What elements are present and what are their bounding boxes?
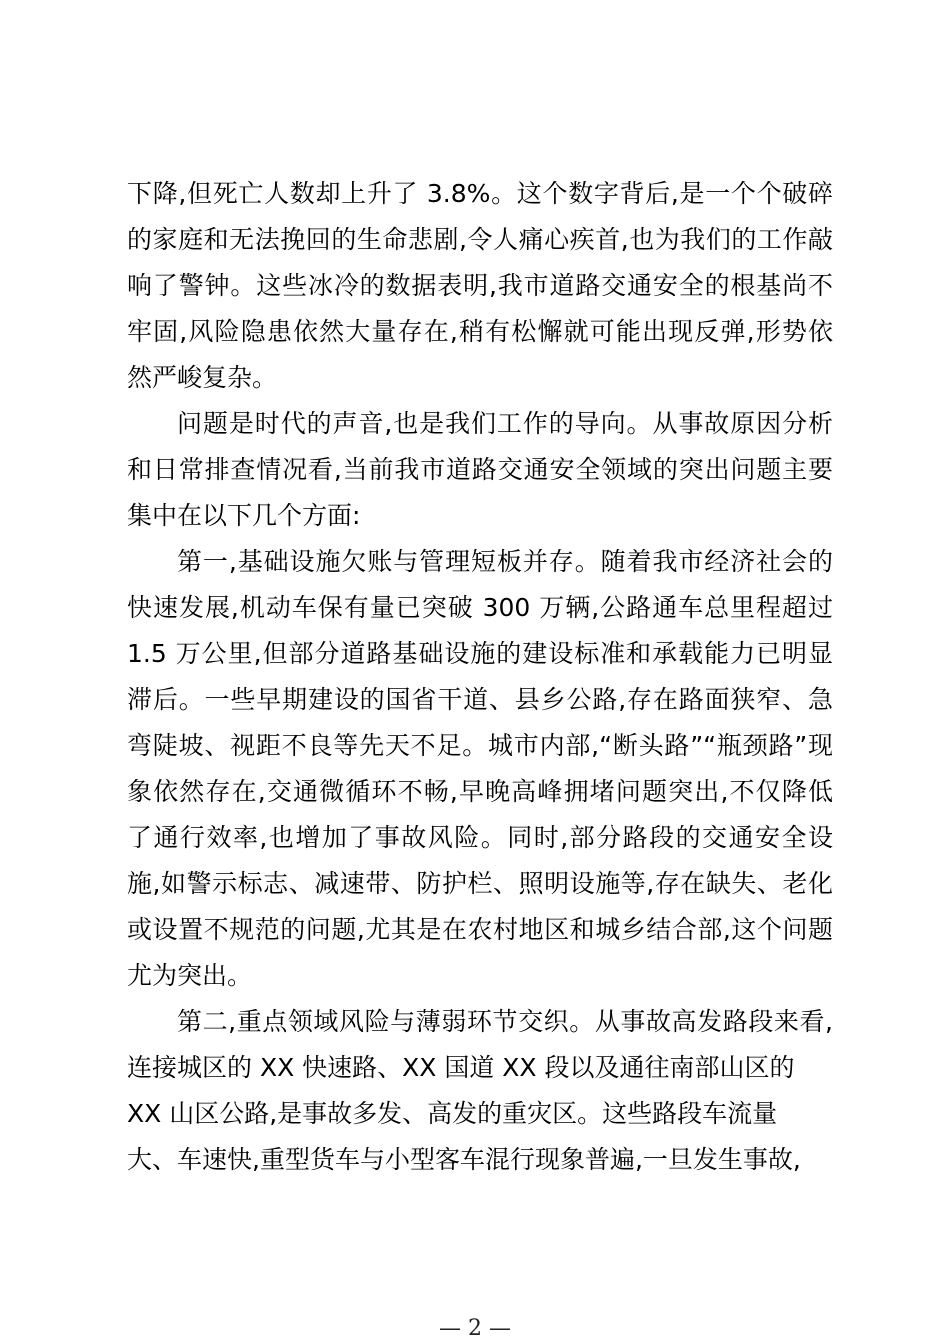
text-line: 快速发展,机动车保有量已突破 300 万辆,公路通车总里程超过 [127, 593, 833, 622]
text-line: XX 山区公路,是事故多发、高发的重灾区。这些路段车流量 [127, 1099, 778, 1128]
text-line: 的家庭和无法挽回的生命悲剧,令人痛心疾首,也为我们的工作敲 [127, 225, 833, 254]
paragraph-first-line: 第二,重点领域风险与薄弱环节交织。从事故高发路段来看, [177, 1007, 833, 1036]
text-line: 然严峻复杂。 [127, 363, 278, 392]
document-body [127, 171, 833, 1183]
text-line: 1.5 万公里,但部分道路基础设施的建设标准和承载能力已明显 [127, 639, 833, 668]
page-number: — 2 — [439, 1316, 511, 1341]
text-line: 大、车速快,重型货车与小型客车混行现象普遍,一旦发生事故, [127, 1145, 801, 1174]
text-line: 了通行效率,也增加了事故风险。同时,部分路段的交通安全设 [127, 823, 833, 852]
text-line: 和日常排查情况看,当前我市道路交通安全领域的突出问题主要 [127, 455, 833, 484]
text-line: 尤为突出。 [127, 961, 253, 990]
text-line: 响了警钟。这些冰冷的数据表明,我市道路交通安全的根基尚不 [127, 271, 833, 300]
text-line: 象依然存在,交通微循环不畅,早晚高峰拥堵问题突出,不仅降低 [127, 777, 833, 806]
paragraph-first-line: 问题是时代的声音,也是我们工作的导向。从事故原因分析 [177, 409, 833, 438]
paragraph-first-line: 第一,基础设施欠账与管理短板并存。随着我市经济社会的 [177, 547, 833, 576]
text-line: 施,如警示标志、减速带、防护栏、照明设施等,存在缺失、老化 [127, 869, 833, 898]
text-line: 连接城区的 XX 快速路、XX 国道 XX 段以及通往南部山区的 [127, 1053, 795, 1082]
text-line: 滞后。一些早期建设的国省干道、县乡公路,存在路面狭窄、急 [127, 685, 833, 714]
text-line: 集中在以下几个方面: [127, 501, 361, 530]
text-line: 牢固,风险隐患依然大量存在,稍有松懈就可能出现反弹,形势依 [127, 317, 833, 346]
text-line: 或设置不规范的问题,尤其是在农村地区和城乡结合部,这个问题 [127, 915, 833, 944]
text-line: 下降,但死亡人数却上升了 3.8%。这个数字背后,是一个个破碎 [127, 179, 833, 208]
text-line: 弯陡坡、视距不良等先天不足。城市内部,“断头路”“瓶颈路”现 [127, 731, 833, 760]
